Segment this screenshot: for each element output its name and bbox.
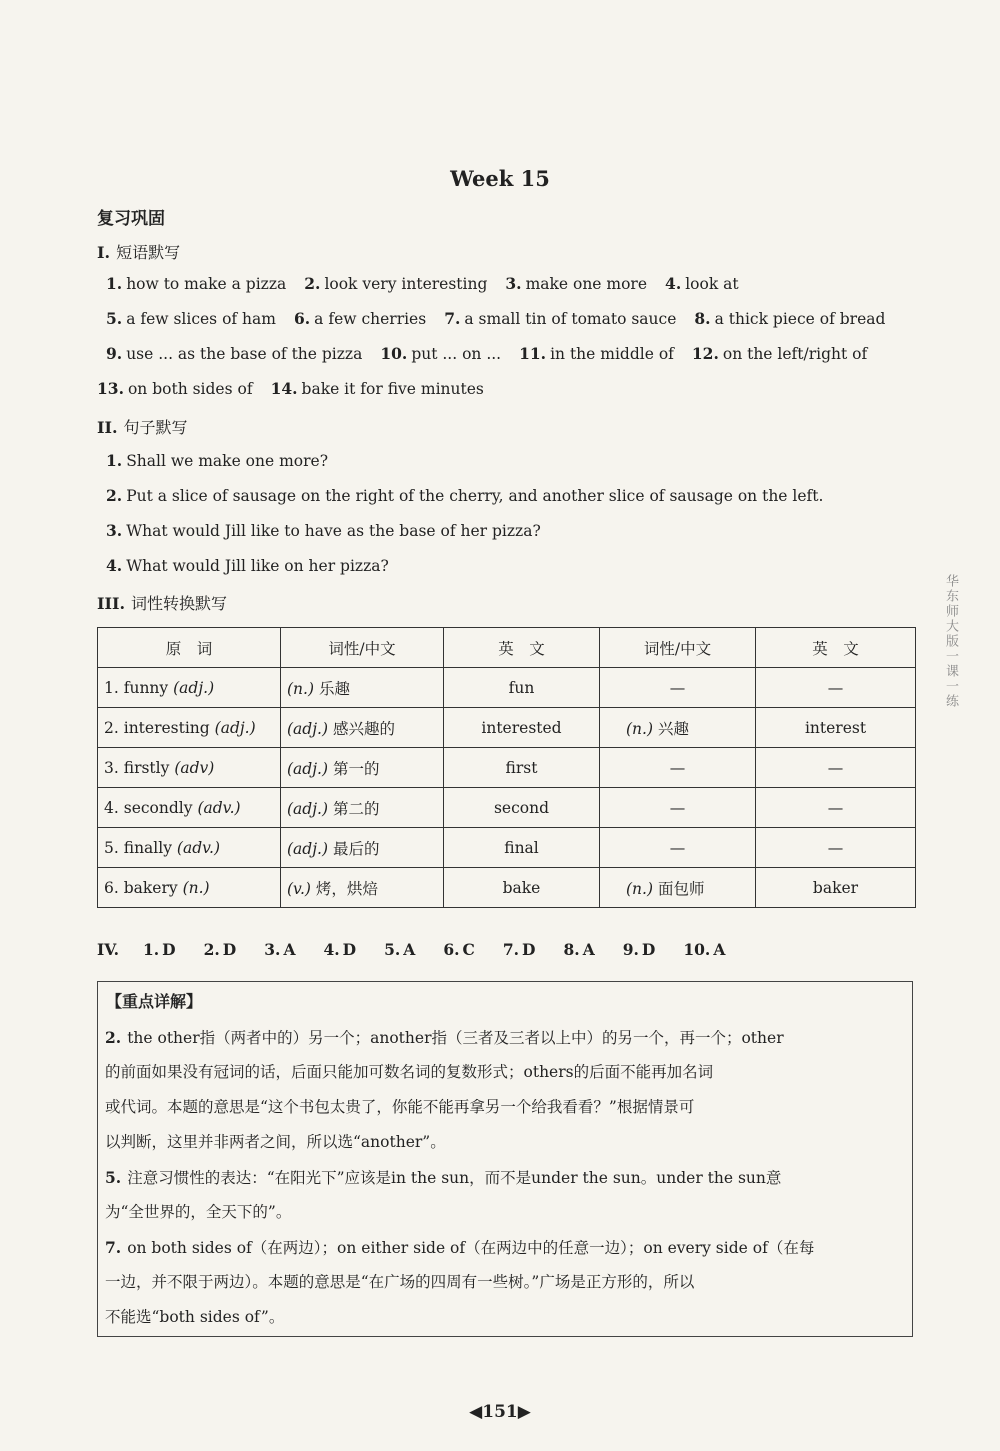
phrase-text: make one more xyxy=(525,275,648,293)
chinese-meaning: — xyxy=(669,678,686,697)
item-number: 2. xyxy=(106,486,123,505)
phrase-row xyxy=(97,379,502,398)
answer-letter: C xyxy=(462,940,475,959)
pos-label: (adj.) xyxy=(287,719,328,738)
note-line xyxy=(105,1125,905,1160)
chinese-meaning: — xyxy=(669,838,686,857)
note-line xyxy=(105,1055,905,1090)
answer-item xyxy=(503,940,550,959)
table-header-row xyxy=(98,628,916,668)
cell-english: first xyxy=(444,748,600,788)
answer-letter: D xyxy=(342,940,357,959)
note-number: 7. xyxy=(105,1238,122,1257)
answer-letter: A xyxy=(283,940,296,959)
answer-item xyxy=(204,940,251,959)
side-text: 华东师大版一课一练 xyxy=(943,574,958,709)
item-number: 12. xyxy=(691,344,719,363)
cell-english: — xyxy=(756,788,916,828)
row-number: 2. xyxy=(104,718,119,737)
note-line xyxy=(105,1195,905,1230)
table-row xyxy=(98,748,916,788)
part3-heading: III. 词性转换默写 xyxy=(97,594,228,613)
phrase-item xyxy=(380,345,501,363)
table-row xyxy=(98,788,916,828)
answer-item xyxy=(564,940,609,959)
answer-letter: A xyxy=(403,940,416,959)
cell-word xyxy=(98,828,281,868)
cell-english: bake xyxy=(444,868,600,908)
cell-pos-cn xyxy=(281,788,444,828)
note-line xyxy=(105,1090,905,1125)
item-number: 9. xyxy=(106,344,123,363)
phrase-text: a small tin of tomato sauce xyxy=(464,310,677,328)
item-number: 5. xyxy=(106,309,123,328)
cell-english: — xyxy=(756,668,916,708)
phrase-item xyxy=(106,310,276,328)
answer-letter: A xyxy=(713,940,726,959)
pos-label: (adj.) xyxy=(287,839,328,858)
word: secondly xyxy=(123,798,193,817)
answer-item xyxy=(323,940,370,959)
word: firstly xyxy=(123,758,170,777)
table-header: 英 文 xyxy=(444,628,600,668)
note-text: the other指（两者中的）另一个；another指（三者及三者以上中）的另一个，再一个；other xyxy=(127,1029,784,1047)
phrase-text: look very interesting xyxy=(324,275,488,293)
pos-label: (n.) xyxy=(287,679,315,698)
cell-word xyxy=(98,748,281,788)
phrase-item xyxy=(97,380,253,398)
item-number: 13. xyxy=(97,379,124,398)
item-number: 6. xyxy=(293,309,311,328)
word-pos: (adv) xyxy=(174,758,215,777)
row-number: 5. xyxy=(104,838,119,857)
note-text: 一边，并不限于两边）。本题的意思是“在广场的四周有一些树。”广场是正方形的，所以 xyxy=(105,1273,695,1291)
phrase-item xyxy=(271,380,484,398)
page-number: ◀151▶ xyxy=(469,1402,531,1422)
word: interesting xyxy=(123,718,210,737)
answer-item xyxy=(443,940,489,959)
phrase-row xyxy=(106,344,885,363)
note-line xyxy=(105,1160,905,1196)
word-pos: (adj.) xyxy=(173,678,215,697)
cell-pos-cn xyxy=(281,748,444,788)
cell-pos-cn xyxy=(281,868,444,908)
answer-number: 1. xyxy=(142,940,160,959)
cell-pos-cn xyxy=(281,708,444,748)
section-heading: 复习巩固 xyxy=(97,209,165,229)
item-number: 7. xyxy=(444,309,461,328)
chinese-meaning: 感兴趣的 xyxy=(332,719,395,738)
answer-row xyxy=(97,940,767,959)
cell-word xyxy=(98,868,281,908)
answer-item xyxy=(264,940,309,959)
word: bakery xyxy=(123,878,178,897)
pos-label: (n.) xyxy=(626,879,654,898)
note-number: 2. xyxy=(105,1028,122,1047)
chinese-meaning: 第一的 xyxy=(332,759,380,778)
cell-pos-cn xyxy=(600,708,756,748)
sentence-text: Shall we make one more? xyxy=(126,452,329,470)
phrase-text: a thick piece of bread xyxy=(714,310,886,328)
cell-pos-cn xyxy=(600,788,756,828)
note-text: 或代词。本题的意思是“这个书包太贵了，你能不能再拿另一个给我看看？”根据情景可 xyxy=(105,1098,695,1116)
sentence-text: Put a slice of sausage on the right of the cherry, and another slice of sausage on the left. xyxy=(126,487,824,505)
phrase-text: use ... as the base of the pizza xyxy=(126,345,363,363)
phrase-row xyxy=(106,274,757,293)
sentence-row xyxy=(106,486,823,505)
table-header: 原 词 xyxy=(98,628,281,668)
answer-number: 6. xyxy=(443,940,460,959)
cell-english: baker xyxy=(756,868,916,908)
note-number: 5. xyxy=(105,1168,122,1187)
chinese-meaning: 最后的 xyxy=(332,839,380,858)
table-row xyxy=(98,708,916,748)
table-header: 词性/中文 xyxy=(600,628,756,668)
row-number: 4. xyxy=(104,798,119,817)
answer-item xyxy=(384,940,429,959)
table-row xyxy=(98,868,916,908)
cell-pos-cn xyxy=(281,668,444,708)
chinese-meaning: 兴趣 xyxy=(657,719,689,738)
phrase-text: a few slices of ham xyxy=(126,310,276,328)
phrase-item xyxy=(694,310,885,328)
part1-heading: I. 短语默写 xyxy=(97,243,181,262)
cell-english: — xyxy=(756,828,916,868)
word-pos: (adv.) xyxy=(197,798,241,817)
phrase-text: put ... on ... xyxy=(411,345,502,363)
cell-english: — xyxy=(756,748,916,788)
item-number: 4. xyxy=(106,556,123,575)
word: funny xyxy=(123,678,169,697)
page-title: Week 15 xyxy=(450,166,550,191)
note-text: 的前面如果没有冠词的话，后面只能加可数名词的复数形式；others的后面不能再加名词 xyxy=(105,1063,714,1081)
key-points-box xyxy=(97,981,913,1337)
answer-number: 2. xyxy=(203,940,220,959)
answer-number: 7. xyxy=(502,940,520,959)
item-number: 1. xyxy=(106,274,123,293)
phrase-item xyxy=(665,275,739,293)
item-number: 14. xyxy=(270,379,298,398)
phrase-text: how to make a pizza xyxy=(126,275,287,293)
item-number: 8. xyxy=(694,309,711,328)
answer-item xyxy=(143,940,190,959)
word-pos: (adj.) xyxy=(214,718,256,737)
pos-label: (adj.) xyxy=(287,759,328,778)
sentence-row xyxy=(106,521,541,540)
cell-english: interested xyxy=(444,708,600,748)
chinese-meaning: 面包师 xyxy=(657,879,705,898)
item-number: 10. xyxy=(380,344,408,363)
note-text: 不能选“both sides of”。 xyxy=(105,1308,285,1326)
sentence-text: What would Jill like to have as the base of her pizza? xyxy=(126,522,541,540)
cell-english: interest xyxy=(756,708,916,748)
notes-title: 【重点详解】 xyxy=(106,992,203,1011)
chinese-meaning: 第二的 xyxy=(332,799,380,818)
note-line xyxy=(105,1265,905,1300)
phrase-text: bake it for five minutes xyxy=(301,380,484,398)
answer-letter: D xyxy=(522,940,536,959)
item-number: 11. xyxy=(519,344,547,363)
cell-word xyxy=(98,788,281,828)
phrase-item xyxy=(294,310,426,328)
note-line xyxy=(105,1020,905,1056)
sentence-text: What would Jill like on her pizza? xyxy=(126,557,389,575)
table-row xyxy=(98,668,916,708)
sentence-row xyxy=(106,556,389,575)
cell-pos-cn xyxy=(600,868,756,908)
answer-number: 9. xyxy=(622,940,639,959)
chinese-meaning: 乐趣 xyxy=(318,679,350,698)
word: finally xyxy=(123,838,172,857)
phrase-text: a few cherries xyxy=(314,310,427,328)
answer-letter: D xyxy=(162,940,176,959)
row-number: 1. xyxy=(104,678,119,697)
cell-english: fun xyxy=(444,668,600,708)
phrase-item xyxy=(106,345,362,363)
note-text: 为“全世界的，全天下的”。 xyxy=(105,1203,292,1221)
pos-label: (n.) xyxy=(626,719,654,738)
part4-label: IV. xyxy=(97,940,119,959)
phrase-text: on the left/right of xyxy=(722,345,868,363)
note-line xyxy=(105,1300,905,1335)
phrase-text: on both sides of xyxy=(127,380,253,398)
answer-letter: D xyxy=(641,940,656,959)
phrase-row xyxy=(106,309,903,328)
phrase-item xyxy=(106,275,286,293)
cell-word xyxy=(98,708,281,748)
note-text: 以判断，这里并非两者之间，所以选“another”。 xyxy=(105,1133,446,1151)
phrase-text: look at xyxy=(685,275,739,293)
cell-pos-cn xyxy=(281,828,444,868)
row-number: 6. xyxy=(104,878,119,897)
item-number: 3. xyxy=(505,274,522,293)
phrase-item xyxy=(692,345,867,363)
phrase-item xyxy=(304,275,487,293)
answer-letter: D xyxy=(222,940,237,959)
note-text: 注意习惯性的表达：“在阳光下”应该是in the sun，而不是under the sun。under the sun意 xyxy=(127,1169,782,1187)
phrase-item xyxy=(505,275,647,293)
note-line xyxy=(105,1230,905,1266)
answer-item xyxy=(683,940,739,959)
chinese-meaning: 烤，烘焙 xyxy=(315,879,378,898)
word-pos: (adv.) xyxy=(176,838,221,857)
table-row xyxy=(98,828,916,868)
word-pos: (n.) xyxy=(182,878,210,897)
pos-label: (adj.) xyxy=(287,799,328,818)
chinese-meaning: — xyxy=(669,798,686,817)
pos-label: (v.) xyxy=(287,879,311,898)
answer-letter: A xyxy=(582,940,595,959)
answer-number: 10. xyxy=(683,940,711,959)
phrase-text: in the middle of xyxy=(550,345,674,363)
item-number: 3. xyxy=(106,521,123,540)
item-number: 1. xyxy=(106,451,123,470)
sentence-row xyxy=(106,451,328,470)
cell-word xyxy=(98,668,281,708)
cell-pos-cn xyxy=(600,748,756,788)
item-number: 2. xyxy=(304,274,321,293)
note-text: on both sides of（在两边）；on either side of（在两边中的任意一边）；on every side of（在每 xyxy=(127,1239,815,1257)
phrase-item xyxy=(444,310,676,328)
answer-number: 4. xyxy=(323,940,340,959)
word-form-table xyxy=(97,627,916,908)
answer-number: 3. xyxy=(264,940,281,959)
table-header: 英 文 xyxy=(756,628,916,668)
cell-english: second xyxy=(444,788,600,828)
answer-number: 8. xyxy=(563,940,580,959)
cell-pos-cn xyxy=(600,668,756,708)
cell-english: final xyxy=(444,828,600,868)
item-number: 4. xyxy=(665,274,682,293)
phrase-item xyxy=(519,345,674,363)
answer-item xyxy=(623,940,670,959)
row-number: 3. xyxy=(104,758,119,777)
cell-pos-cn xyxy=(600,828,756,868)
part2-heading: II. 句子默写 xyxy=(97,418,188,437)
chinese-meaning: — xyxy=(669,758,686,777)
table-header: 词性/中文 xyxy=(281,628,444,668)
answer-number: 5. xyxy=(384,940,401,959)
